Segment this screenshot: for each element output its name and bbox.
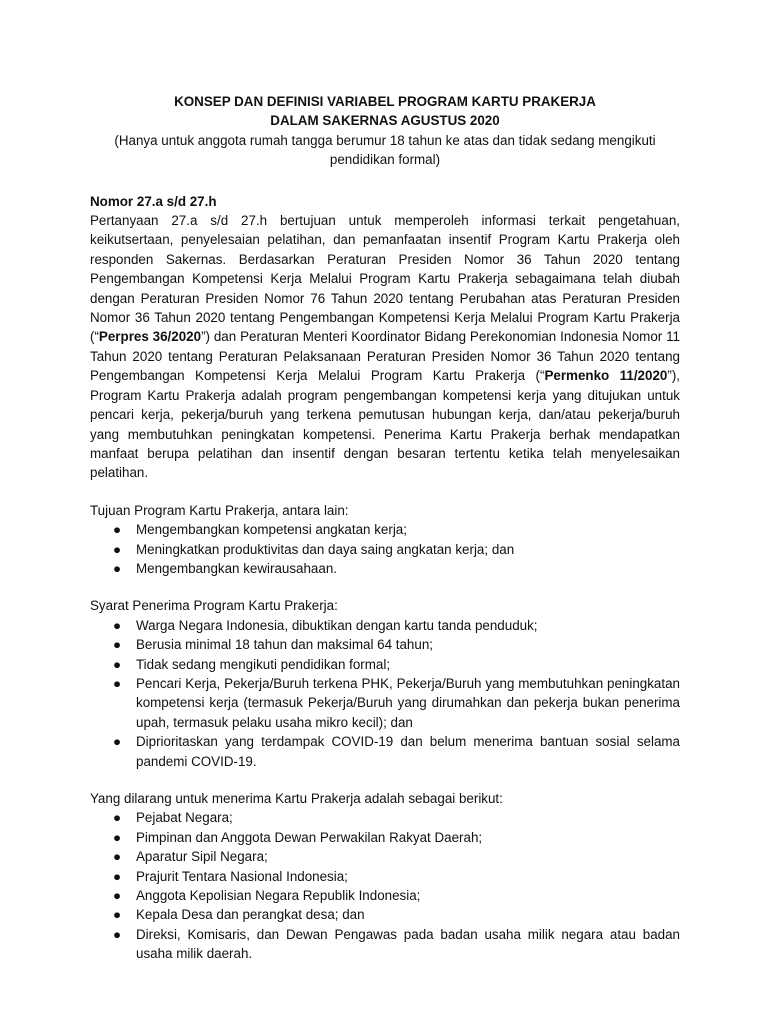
intro-bold-permenko: Permenko 11/2020	[544, 368, 668, 384]
document-title-note: (Hanya untuk anggota rumah tangga berumur 18 tahun ke atas dan tidak sedang mengikuti pendidikan formal)	[114, 132, 656, 168]
section-heading: Nomor 27.a s/d 27.h	[90, 193, 217, 209]
list-item	[90, 925, 680, 964]
list-item-text: Kepala Desa dan perangkat desa; dan	[136, 907, 365, 923]
list-item-text: Anggota Kepolisian Negara Republik Indonesia;	[136, 888, 421, 904]
list-item-text: Direksi, Komisaris, dan Dewan Pengawas pada badan usaha milik negara atau badan usaha milik daerah.	[136, 926, 680, 962]
prohibited-intro: Yang dilarang untuk menerima Kartu Prakerja adalah sebagai berikut:	[90, 791, 503, 806]
requirements-list	[90, 616, 680, 771]
list-item	[90, 540, 680, 559]
list-item-text: Pencari Kerja, Pekerja/Buruh terkena PHK, Pekerja/Buruh yang membutuhkan peningkatan kompetensi kerja (termasuk Pekerja/Buruh yang dirumahkan dan pekerja bukan penerima upah, termasuk pelaku usaha mikro kecil); dan	[136, 675, 680, 730]
document-title-line-2: DALAM SAKERNAS AGUSTUS 2020	[270, 113, 500, 129]
list-item	[90, 635, 680, 654]
list-item	[90, 886, 680, 905]
list-item-text: Pimpinan dan Anggota Dewan Perwakilan Rakyat Daerah;	[136, 829, 483, 845]
bullet-icon: ●	[113, 829, 122, 845]
requirements-section	[90, 596, 680, 771]
list-item	[90, 520, 680, 539]
bullet-icon: ●	[113, 617, 122, 633]
document-title-line-1: KONSEP DAN DEFINISI VARIABEL PROGRAM KARTU PRAKERJA	[174, 94, 596, 109]
list-item	[90, 905, 680, 924]
bullet-icon: ●	[113, 868, 122, 884]
bullet-icon: ●	[113, 849, 122, 865]
intro-text-part-2: ”) dan Peraturan Menteri Koordinator Bidang Perekonomian Indonesia Nomor 11 Tahun 2020 tentang Peraturan Pelaksanaan Peraturan Presiden Nomor 36 Tahun 2020 tentang Pengembangan Kompetensi Kerja Melalui Program Kartu Prakerja (“	[90, 329, 681, 384]
intro-text-part-3: ”), Program Kartu Prakerja adalah program pengembangan kompetensi kerja yang ditujukan untuk pencari kerja, pekerja/buruh yang terkena pemutusan hubungan kerja, dan/atau pekerja/buruh yang membutuhkan peningkatan kompetensi. Penerima Kartu Prakerja berhak mendapatkan manfaat berupa pelatihan dan insentif dengan besaran tertentu ketika telah menyelesaikan pelatihan.	[90, 368, 680, 481]
list-item	[90, 616, 680, 635]
list-item	[90, 867, 680, 886]
prohibited-list	[90, 808, 680, 963]
list-item-text: Meningkatkan produktivitas dan daya saing angkatan kerja; dan	[136, 541, 515, 557]
goals-intro: Tujuan Program Kartu Prakerja, antara lain:	[90, 502, 349, 518]
bullet-icon: ●	[113, 560, 122, 576]
bullet-icon: ●	[113, 637, 122, 653]
list-item-text: Pejabat Negara;	[136, 810, 233, 826]
bullet-icon: ●	[113, 888, 122, 904]
list-item-text: Berusia minimal 18 tahun dan maksimal 64 tahun;	[136, 637, 433, 653]
bullet-icon: ●	[113, 522, 122, 538]
list-item	[90, 847, 680, 866]
list-item-text: Aparatur Sipil Negara;	[136, 849, 268, 865]
bullet-icon: ●	[113, 656, 122, 672]
bullet-icon: ●	[113, 810, 122, 826]
goals-list	[90, 520, 680, 578]
document-page	[90, 92, 680, 964]
list-item-text: Mengembangkan kompetensi angkatan kerja;	[136, 522, 407, 538]
intro-text-part-1: Pertanyaan 27.a s/d 27.h bertujuan untuk memperoleh informasi terkait pengetahuan, keikutsertaan, penyelesaian pelatihan, dan pemanfaatan insentif Program Kartu Prakerja oleh responden Sakernas. Berdasarkan Peraturan Presiden Nomor 36 Tahun 2020 tentang Pengembangan Kompetensi Kerja Melalui Program Kartu Prakerja sebagaimana telah diubah dengan Peraturan Presiden Nomor 76 Tahun 2020 tentang Perubahan atas Peraturan Presiden Nomor 36 Tahun 2020 tentang Pengembangan Kompetensi Kerja Melalui Program Kartu Prakerja (“	[90, 213, 680, 345]
list-item	[90, 559, 680, 578]
intro-bold-perpres: Perpres 36/2020	[98, 329, 202, 345]
list-item-text: Diprioritaskan yang terdampak COVID-19 dan belum menerima bantuan sosial selama pandemi COVID-19.	[136, 734, 680, 769]
list-item-text: Warga Negara Indonesia, dibuktikan dengan kartu tanda penduduk;	[136, 617, 538, 633]
bullet-icon: ●	[113, 675, 122, 691]
bullet-icon: ●	[113, 734, 122, 750]
bullet-icon: ●	[113, 907, 122, 923]
list-item-text: Mengembangkan kewirausahaan.	[136, 560, 337, 576]
list-item	[90, 732, 680, 771]
bullet-icon: ●	[113, 926, 122, 942]
goals-section	[90, 501, 680, 579]
list-item-text: Tidak sedang mengikuti pendidikan formal;	[136, 656, 391, 672]
bullet-icon: ●	[113, 541, 122, 557]
list-item-text: Prajurit Tentara Nasional Indonesia;	[136, 868, 348, 884]
list-item	[90, 828, 680, 847]
list-item	[90, 674, 680, 732]
list-item	[90, 808, 680, 827]
list-item	[90, 655, 680, 674]
prohibited-section	[90, 789, 680, 964]
requirements-intro: Syarat Penerima Program Kartu Prakerja:	[90, 598, 338, 614]
intro-paragraph	[90, 211, 680, 483]
